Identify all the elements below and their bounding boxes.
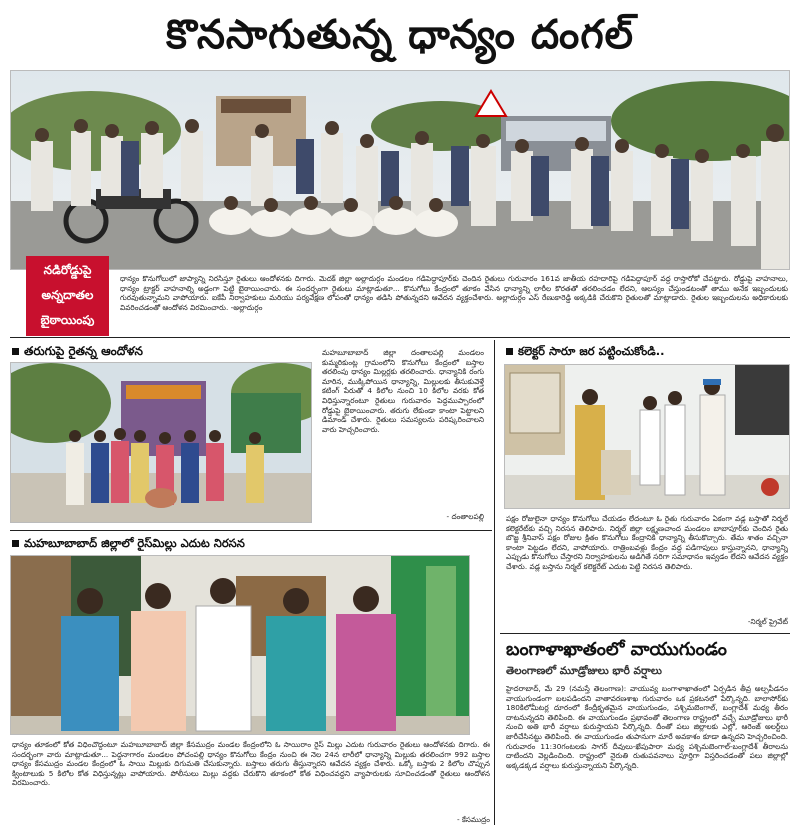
story4-photo <box>504 364 790 509</box>
story3-heading-text: మహబూబాబాద్ జిల్లాలో రైస్‌మిల్లు ఎదుట నిరసన <box>24 536 245 550</box>
story2-credit: - దంతాలపల్లి <box>446 512 484 521</box>
story3-photo <box>10 555 470 735</box>
bullet-icon <box>12 348 19 355</box>
divider-top <box>10 337 790 338</box>
story3-body: ధాన్యం తూకంలో కోత విధించొద్దంటూ మహబూబాబాద్ జిల్లా కేసముద్రం మండల కేంద్రంలోని ఓ సాయిరాం రైస్ మిల్లు ఎదుట గురువారం రైతులు ఆందోళనకు దిగారు. ఈ సందర్భంగా వారు మాట్లాడుతూ... పెద్దనాగారం మండలం పోచంపల్లి ధాన్యం కొనుగోలు కేంద్రం నుంచి ఈ నెల 24న లారీలో ధాన్యాన్ని మిల్లుకు తరలించగా 992 బస్తాల ధాన్యం కేసముద్రం మండల కేంద్రంలో ఓ సాయి మిల్లుకు దిగుమతి చేసుకున్నారు. బస్తాలు తరుగు తీస్తున్నారని ఆవేదన వ్యక్తం చేశారు. ఒక్కో బస్తాకు 2 కిలోల చొప్పున క్వింటాలుకు 5 కిలోల కోత విధిస్తున్నట్లు వాపోయారు. పోలీసులు మిల్లు వద్దకు చేరుకొని తూకంలో కోత విధించవద్దని వ్యాపారులకు సూచించడంతో రైతులు ఆందోళన విరమించారు. <box>12 740 490 788</box>
bullet-icon <box>12 540 19 547</box>
divider-story5 <box>500 633 790 634</box>
story3-credit: - కేసముద్రం <box>457 815 490 824</box>
road-blockade-illustration <box>11 71 790 270</box>
story4-body: పక్షం రోజులైనా ధాన్యం కొనుగోలు చేయడం లేదంటూ ఓ రైతు గురువారం ఏకంగా వడ్ల బస్తాతో నిర్మల్ కలెక్టరేట్‌కు వచ్చి నిరసన తెలిపారు. నిర్మల్ జిల్లా లక్ష్మణచాంద మండలం బాబాపూర్‌కు చెందిన రైతు బొజ్జ శ్రీనివాస్ పక్షం రోజుల క్రితం కొనుగోలు కేంద్రానికి ధాన్యాన్ని తీసుకొచ్చారు. తేమ శాతం వచ్చినా కాంటా పెట్టడం లేదని, వాపోయారు. రాత్రింబవళ్లు కేంద్రం వద్ద పడిగాపులు కాస్తున్నానని, ధాన్యాన్ని ఎప్పుడు కొనుగోలు చేస్తారని నిర్వాహకులను అడిగితే సరిగా సమాధానం ఇవ్వడం లేదని ఆవేదన వ్యక్తం చేశారు. వడ్ల బస్తాను నిర్మల్ కలెక్టరేట్ ఎదుట పెట్టి నిరసన తెలిపారు. <box>506 514 788 571</box>
top-photo-road-blockade <box>10 70 790 270</box>
story5-heading: బంగాళాఖాతంలో వాయుగుండం <box>506 639 727 660</box>
story3-heading <box>12 535 245 551</box>
story2-photo <box>10 362 312 523</box>
headline-text: కొనసాగుతున్న ధాన్యం దంగల్ <box>165 12 635 58</box>
bullet-icon <box>506 348 513 355</box>
page-headline <box>0 4 800 66</box>
protest-on-road-illustration <box>11 363 312 523</box>
story4-credit: -నిర్మల్ ప్రైవేట్ <box>747 617 788 626</box>
badge-line-1: నడిరోడ్డుపై <box>43 263 92 277</box>
story4-heading-text: కలెక్టర్ సారూ జర పట్టించుకోండి.. <box>518 344 665 358</box>
divider-column <box>494 340 495 825</box>
story4-heading <box>506 343 665 359</box>
badge-line-2: అన్నదాతల <box>41 288 94 302</box>
story5-subheading: తెలంగాణలో మూడ్రోజులు భారీ వర్షాలు <box>506 665 662 677</box>
story2-heading-text: తరుగుపై రైతన్న ఆందోళన <box>24 344 143 358</box>
top-story-badge <box>26 256 109 336</box>
divider-story3 <box>10 530 492 531</box>
top-story-body: ధాన్యం కొనుగోలులో జాప్యాన్ని నిరసిస్తూ రైతులు ఆందోళనకు దిగారు. మెదక్ జిల్లా అల్లాదుర్గం మండలం గడిపెద్దాపూర్‌కు చెందిన రైతులు గురువారం 161వ జాతీయ రహదారిపై గడిపెద్దాపూర్ వద్ద రాస్తారోకో చేపట్టారు. రోడ్డుపై వాహనాలు, ధాన్యం ట్రాక్టర్ వాహనాల్ని అడ్డంగా పెట్టి బైఠాయించారు. ఈ సందర్భంగా రైతులు మాట్లాడుతూ... కొనుగోలు కేంద్రంలో తూకం వేసిన ధాన్యాన్ని లారీల కొరతతో తరలించడం లేదని, ఆలస్యం చేస్తుండటంతో తాము అనేక ఇబ్బందులకు గురవుతున్నామని వాపోయారు. ఐకేపీ నిర్వాహకులు మరియు పర్యవేక్షణ లోపంతో ధాన్యం తడిసి పోతున్నదని ఆవేదన వ్యక్తంచేశారు. అల్లాదుర్గం ఎస్ రేణుకారెడ్డి అక్కడికి చేరుకొని రైతులతో మాట్లాడారు. రైతుల ఇబ్బందులను అధికారులకు వివరించడంతో ఆందోళన విరమించారు. -అల్లాదుర్గం <box>120 274 788 312</box>
story2-body: మహబూబాబాద్ జిల్లా దంతాలపల్లి మండలం కుమ్మరికుంట్ల గ్రామంలోని కొనుగోలు కేంద్రంలో బస్తాల తరలింపు ధాన్యం మిల్లర్లకు తరలించారు. ధాన్యానికి రంగు మారిన, ముక్కిపోయిన ధాన్యాన్ని, మిల్లులకు తీసుకువెళ్తే కటింగ్ పేరుతో 4 కిలోల నుంచి 10 కిలోల వరకు కోత విధిస్తున్నారంటూ రైతులు గురువారం పెద్దముప్పారంలో రోడ్డుపై బైఠాయించారు. తరుగు లేకుండా కాంటా పెట్టాలని డిమాండ్ చేశారు. రైతులు సమస్యలను పరిష్కరించాలని వారు హెచ్చరించారు. <box>322 348 484 434</box>
collectorate-farmer-illustration <box>505 365 790 509</box>
ricemill-protest-illustration <box>11 556 470 735</box>
story5-body: హైదరాబాద్, మే 29 (నమస్తే తెలంగాణ): వాయువ్య బంగాళాఖాతంలో ఏర్పడిన తీవ్ర అల్పపీడనం వాయుగుండంగా బలపడిందని వాతావరణశాఖ గురువారం ఒక ప్రకటనలో పేర్కొన్నది. బాలాసోర్‌కు 180కిలోమీటర్ల దూరంలో కేంద్రీకృతమైన వాయుగుండం, పశ్చిమబెంగాల్, బంగ్లాదేశ్ మధ్య తీరం దాటనున్నదని తెలిపింది. ఈ వాయుగుండం ప్రభావంతో తెలంగాణ రాష్ట్రంలో వచ్చే మూడ్రోజులు భారీ నుంచి అతి భారీ వర్షాలు కురుస్తాయని పేర్కొన్నది. దీంతో పలు జిల్లాలకు ఎల్లో, ఆరెంజ్ అలర్ట్‌లు జారీచేసినట్టు తెలిపింది. ఈ వాయుగుండం తుపానుగా మారే అవకాశం కూడా ఉన్నదని హెచ్చరించింది. గురువారం 11:30గంటలకు సాగర్ దీవులు-ఖేపుపారా మధ్య పశ్చిమబెంగాల్-బంగ్లాదేశ్ తీరాలను దాటిందని వెల్లడించింది. రాష్ట్రంలో నైరుతి రుతుపవనాలు పూర్తిగా విస్తరించడంతో పలు జిల్లాల్లో అక్కడక్కడ వర్షాలు కురుస్తున్నాయని పేర్కొన్నది. <box>506 684 788 770</box>
story2-heading <box>12 343 143 359</box>
badge-line-3: బైఠాయింపు <box>40 313 95 327</box>
